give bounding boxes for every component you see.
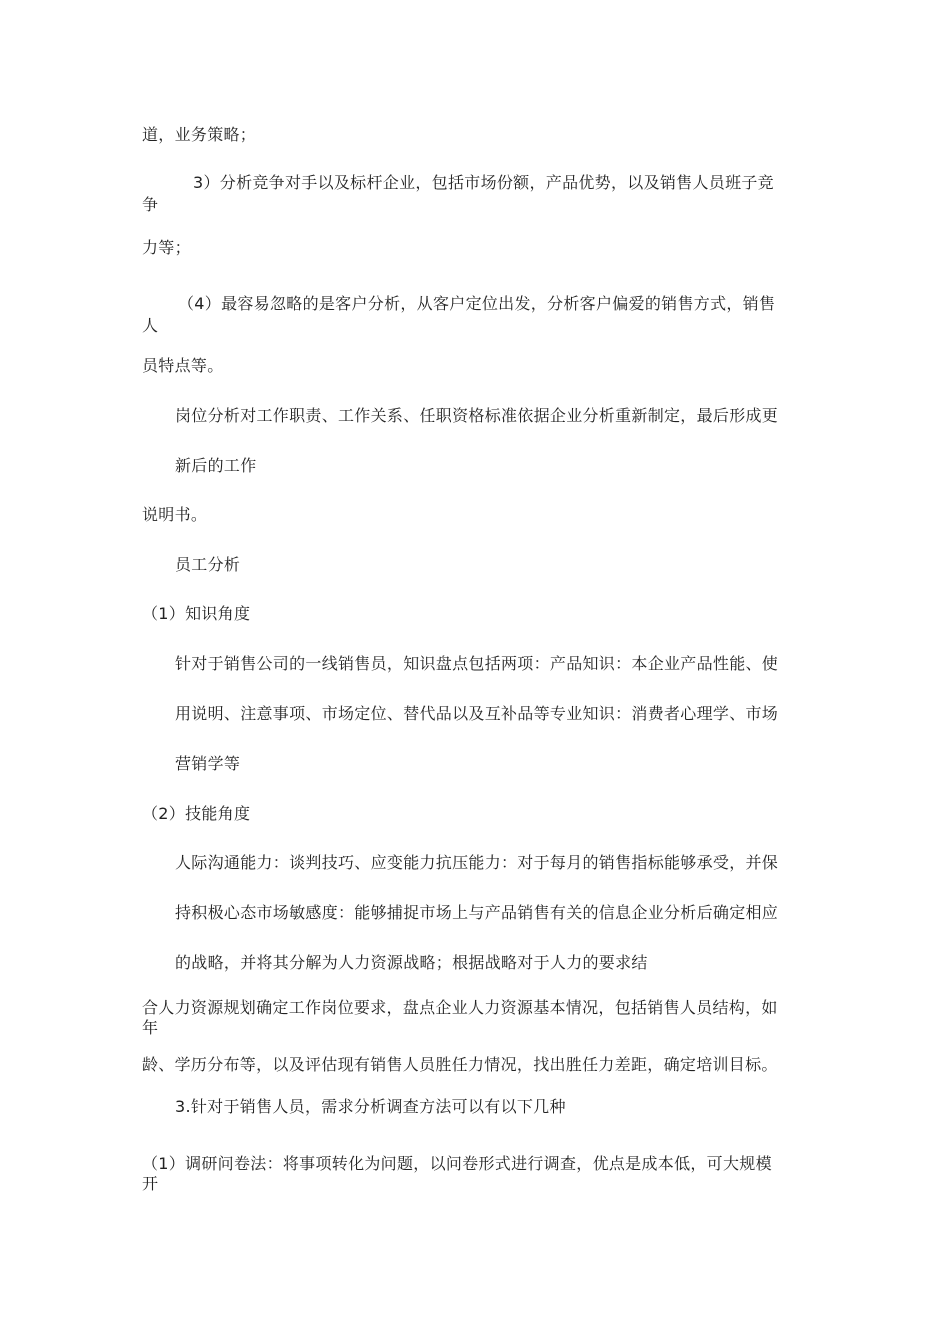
subsection-heading: （1）知识角度 [142, 604, 251, 623]
text-line: 道，业务策略； [142, 125, 257, 144]
text-line: 开 [142, 1174, 159, 1193]
text-line: 人际沟通能力：谈判技巧、应变能力抗压能力：对于每月的销售指标能够承受，并保 [175, 853, 779, 872]
text-line: 营销学等 [175, 754, 241, 773]
text-line: （4）最容易忽略的是客户分析，从客户定位出发，分析客户偏爱的销售方式，销售 [178, 294, 776, 313]
text-line: 力等； [142, 238, 191, 257]
text-line: 3.针对于销售人员，需求分析调查方法可以有以下几种 [175, 1097, 566, 1116]
text-line: 的战略，并将其分解为人力资源战略；根据战略对于人力的要求结 [175, 953, 648, 972]
text-line: 说明书。 [142, 505, 208, 524]
subsection-heading: （2）技能角度 [142, 804, 251, 823]
text-line: 人 [142, 316, 159, 335]
text-line: 年 [142, 1018, 159, 1037]
section-heading: 员工分析 [175, 555, 241, 574]
text-line: 针对于销售公司的一线销售员，知识盘点包括两项：产品知识：本企业产品性能、使 [175, 654, 779, 673]
text-line: 龄、学历分布等，以及评估现有销售人员胜任力情况，找出胜任力差距，确定培训目标。 [142, 1055, 778, 1074]
text-line: 岗位分析对工作职责、工作关系、任职资格标准依据企业分析重新制定，最后形成更 [175, 406, 779, 425]
text-line: 合人力资源规划确定工作岗位要求，盘点企业人力资源基本情况，包括销售人员结构，如 [142, 998, 778, 1017]
text-line: 用说明、注意事项、市场定位、替代品以及互补品等专业知识：消费者心理学、市场 [175, 704, 779, 723]
text-line: 争 [142, 195, 159, 214]
text-line: 持积极心态市场敏感度：能够捕捉市场上与产品销售有关的信息企业分析后确定相应 [175, 903, 779, 922]
text-line: 3）分析竞争对手以及标杆企业，包括市场份额，产品优势，以及销售人员班子竞 [193, 173, 774, 192]
text-line: 员特点等。 [142, 356, 224, 375]
text-line: （1）调研问卷法：将事项转化为问题，以问卷形式进行调查，优点是成本低，可大规模 [142, 1154, 772, 1173]
text-line: 新后的工作 [175, 456, 257, 475]
